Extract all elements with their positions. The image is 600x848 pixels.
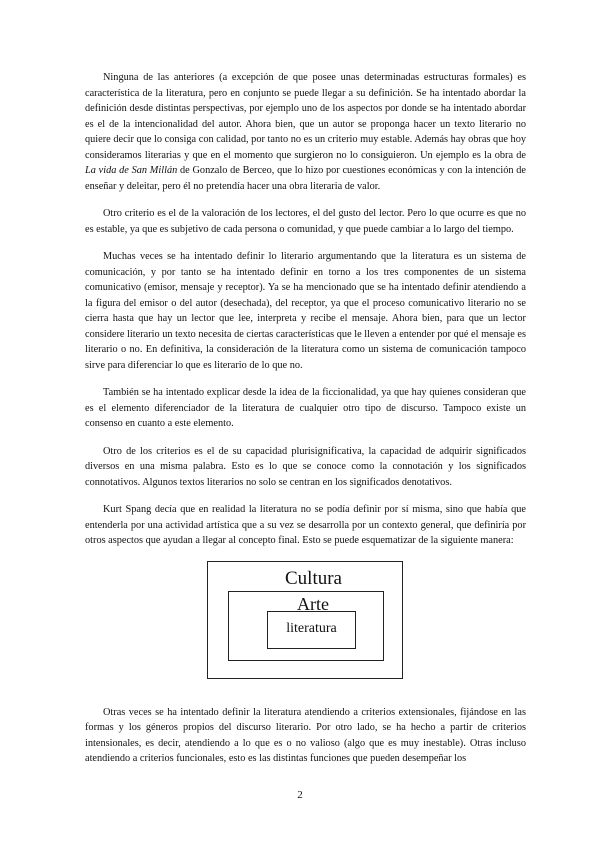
paragraph-3: Muchas veces se ha intentado definir lo literario argumentando que la literatura es un sistema de comunicación, y por tanto se ha intentado definir en torno a los tres componentes de un sistema comunicativo (emisor, mensaje y receptor). Ya se ha mencionado que se ha intentado definir atendiendo a la figura del emisor o del autor (desechada), del receptor, ya que el proceso comunicativo literario no se cierra hasta que hay un lector que lee, interpreta y recibe el mensaje. Ahora bien, para que un lector considere literario un texto necesita de ciertas características que le lleven a entender por qué el mensaje es literario o no. En definitiva, la consideración de la literatura como un sistema de comunicación tampoco sirve para diferenciar lo que es literario de lo que no. <box>85 251 526 371</box>
paragraph-1-text-after: de Gonzalo de Berceo, que lo hizo por cuestiones económicas y con la intención de enseñar y deleitar, pero él no pretendía hacer una obra literaria de valor. <box>85 165 526 192</box>
nested-concept-diagram <box>85 561 526 685</box>
book-title: La vida de San Millán <box>85 165 178 176</box>
paragraph-7: Otras veces se ha intentado definir la literatura atendiendo a criterios extensionales, fijándose en las formas y los géneros propios del discurso literario. Por otro lado, se ha hecho a partir de criterios intensionales, es decir, atendiendo a lo que es o no valioso (algo que es muy inestable). Otras incluso atendiendo a criterios funcionales, esto es las distintas funciones que pueden desempeñar los <box>85 706 526 764</box>
diagram-inner-box <box>267 611 356 649</box>
paragraph-4: También se ha intentado explicar desde la idea de la ficcionalidad, ya que hay quienes consideran que es el elemento diferenciador de la literatura de cualquier otro tipo de discurso. Tampoco existe un consenso en cuanto a este elemento. <box>85 387 526 429</box>
paragraph-1 <box>85 70 526 194</box>
paragraph-5: Otro de los criterios es el de su capacidad plurisignificativa, la capacidad de adquirir significados diversos en una misma palabra. Esto es lo que se conoce como la connotación y los significados connotativos. Algunos textos literarios no solo se centran en los significados denotativos. <box>85 445 526 488</box>
paragraph-2: Otro criterio es el de la valoración de los lectores, el del gusto del lector. Pero lo que ocurre es que no es estable, ya que es subjetivo de cada persona o comunidad, y que puede cambiar a lo largo del tiempo. <box>85 208 526 235</box>
paragraph-6: Kurt Spang decía que en realidad la literatura no se podía definir por sí misma, sino que había que entenderla por una actividad artística que a su vez se desarrolla por un contexto general, que definiría por otros aspectos que ayudan a llegar al concepto final. Esto se puede esquematizar de la siguiente manera: <box>85 504 526 546</box>
paragraph-1-text: Ninguna de las anteriores (a excepción de que posee unas determinadas estructuras formales) es característica de la literatura, pero en conjunto se puede llegar a su definición. Se ha intentado abordar la definición desde distintas perspectivas, por ejemplo uno de los aspectos por donde se ha intentado abordar es el de la intencionalidad del autor. Ahora bien, que un autor se proponga hacer un texto literario no quiere decir que lo consiga con calidad, por tanto no es un criterio muy estable. Además hay obras que hoy consideramos literarias y que en el momento que surgieron no lo consiguieron. Un ejemplo es la obra de <box>85 72 526 161</box>
page-number: 2 <box>297 789 303 801</box>
diagram-arte-label: Arte <box>297 593 329 614</box>
diagram-literatura-label: literatura <box>286 620 337 636</box>
diagram-cultura-label: Cultura <box>285 567 342 589</box>
document-page <box>85 70 526 779</box>
